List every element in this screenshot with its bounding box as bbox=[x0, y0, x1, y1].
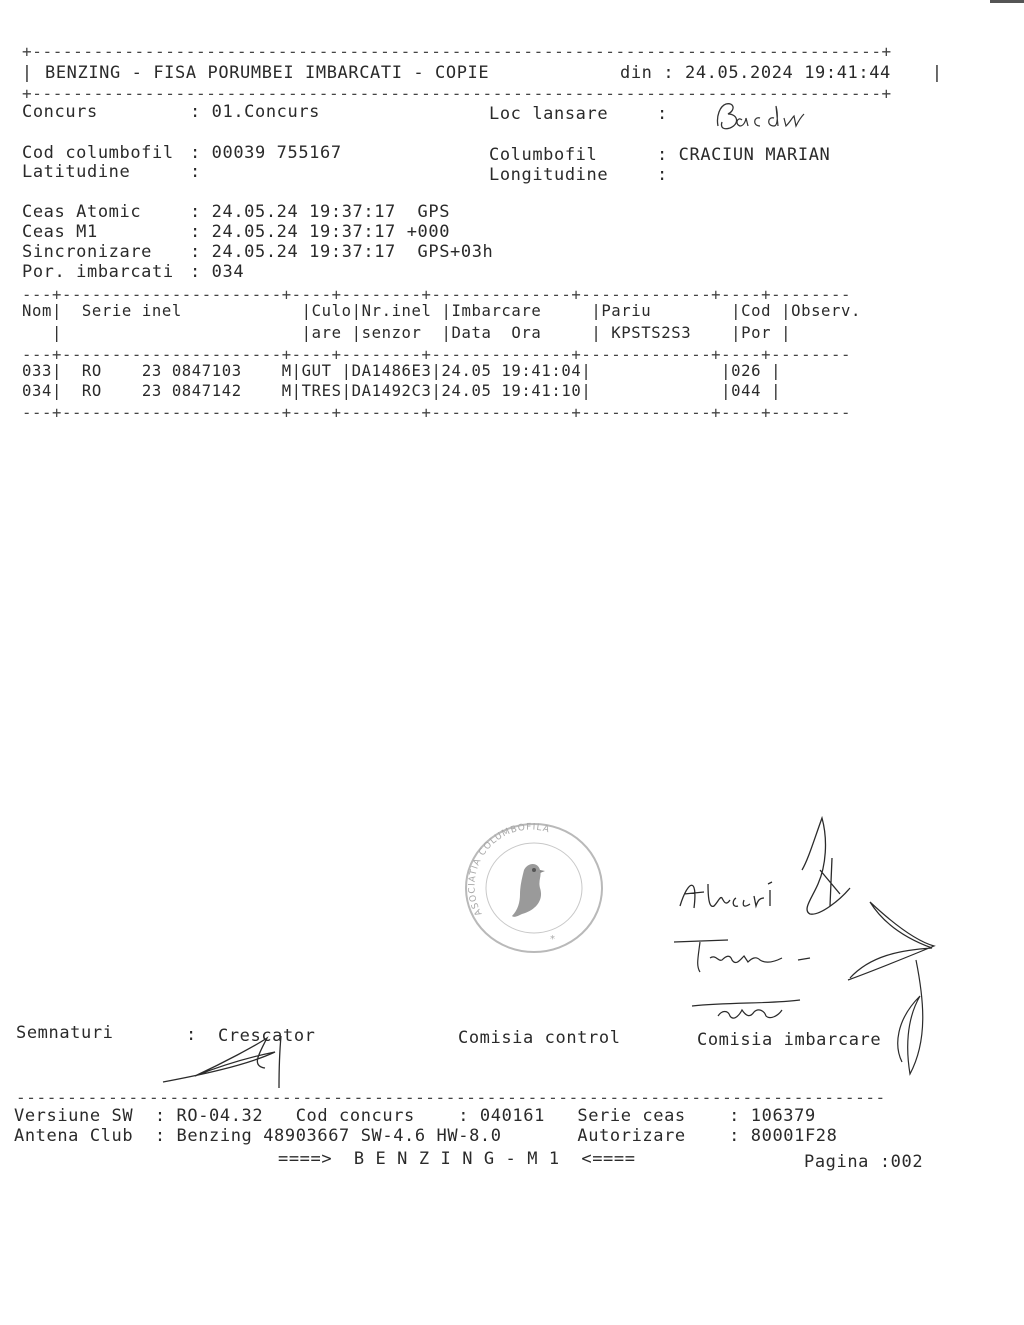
header-right-bar: | bbox=[932, 63, 943, 82]
document-date: din : 24.05.2024 19:41:44 bbox=[620, 63, 891, 83]
cod-columbofil-label: Cod columbofil bbox=[22, 143, 174, 163]
header-border-top: +-----------------------------------------------------------------------------------+ bbox=[22, 42, 892, 61]
stamp-text: ASOCIATIA COLUMBOFILA bbox=[467, 822, 552, 918]
table-rule-top: ---+----------------------+----+--------+--------------+-------------+----+-------- bbox=[22, 286, 852, 304]
ceas-m1-label: Ceas M1 bbox=[22, 222, 98, 242]
longitudine-label: Longitudine bbox=[489, 165, 609, 185]
crescator-label: Crescator bbox=[218, 1026, 316, 1046]
ceas-atomic-value: : 24.05.24 19:37:17 GPS bbox=[190, 202, 451, 222]
table-rule-mid: ---+----------------------+----+--------+--------------+-------------+----+-------- bbox=[22, 346, 852, 364]
latitudine-value: : bbox=[190, 162, 201, 182]
header-left-bar: | bbox=[22, 63, 33, 82]
table-row: 033| RO 23 0847103 M|GUT |DA1486E3|24.05 19:41:04| |026 | bbox=[22, 362, 782, 380]
loc-lansare-label: Loc lansare bbox=[489, 104, 609, 124]
footer-line-2: Antena Club : Benzing 48903667 SW-4.6 HW-8.0 Autorizare : 80001F28 bbox=[14, 1126, 838, 1146]
por-imbarcati-value: : 034 bbox=[190, 262, 245, 282]
por-imbarcati-label: Por. imbarcati bbox=[22, 262, 174, 282]
crescator-signature bbox=[155, 1018, 305, 1090]
latitudine-label: Latitudine bbox=[22, 162, 131, 182]
table-header-row-2: | |are |senzor |Data Ora | KPSTS2S3 |Por | bbox=[22, 324, 792, 342]
association-stamp bbox=[462, 818, 608, 958]
table-header-row-1: Nom| Serie inel |Culo|Nr.inel |Imbarcare |Pariu |Cod |Observ. bbox=[22, 302, 862, 320]
footer-line-1: Versiune SW : RO-04.32 Cod concurs : 040161 Serie ceas : 106379 bbox=[14, 1106, 816, 1126]
columbofil-value: : CRACIUN MARIAN bbox=[657, 145, 831, 165]
semnaturi-colon: : bbox=[186, 1025, 197, 1045]
header-border-bottom: +-----------------------------------------------------------------------------------+ bbox=[22, 84, 892, 103]
comisia-control-label: Comisia control bbox=[458, 1028, 621, 1048]
semnaturi-label: Semnaturi bbox=[16, 1023, 114, 1043]
page-number: Pagina :002 bbox=[804, 1152, 924, 1172]
loc-lansare-handwriting bbox=[712, 96, 812, 136]
longitudine-value: : bbox=[657, 165, 668, 185]
sincronizare-value: : 24.05.24 19:37:17 GPS+03h bbox=[190, 242, 494, 262]
svg-text:*: * bbox=[550, 934, 555, 945]
concurs-label: Concurs bbox=[22, 102, 98, 122]
document-title: BENZING - FISA PORUMBEI IMBARCATI - COPIE bbox=[45, 63, 490, 83]
footer-rule: ------------------------------------------------------------------------------------- bbox=[16, 1088, 886, 1107]
sincronizare-label: Sincronizare bbox=[22, 242, 153, 262]
footer-banner: ====> B E N Z I N G - M 1 <==== bbox=[278, 1149, 636, 1169]
ceas-m1-value: : 24.05.24 19:37:17 +000 bbox=[190, 222, 451, 242]
columbofil-label: Columbofil bbox=[489, 145, 598, 165]
pigeon-icon bbox=[512, 864, 545, 917]
loc-lansare-colon: : bbox=[657, 104, 668, 124]
concurs-value: : 01.Concurs bbox=[190, 102, 321, 122]
table-rule-bottom: ---+----------------------+----+--------+--------------+-------------+----+-------- bbox=[22, 404, 852, 422]
cod-columbofil-value: : 00039 755167 bbox=[190, 143, 342, 163]
scan-edge-mark bbox=[990, 0, 1024, 3]
table-row: 034| RO 23 0847142 M|TRES|DA1492C3|24.05 19:41:10| |044 | bbox=[22, 382, 782, 400]
ceas-atomic-label: Ceas Atomic bbox=[22, 202, 142, 222]
comisia-imbarcare-label: Comisia imbarcare bbox=[697, 1030, 882, 1050]
